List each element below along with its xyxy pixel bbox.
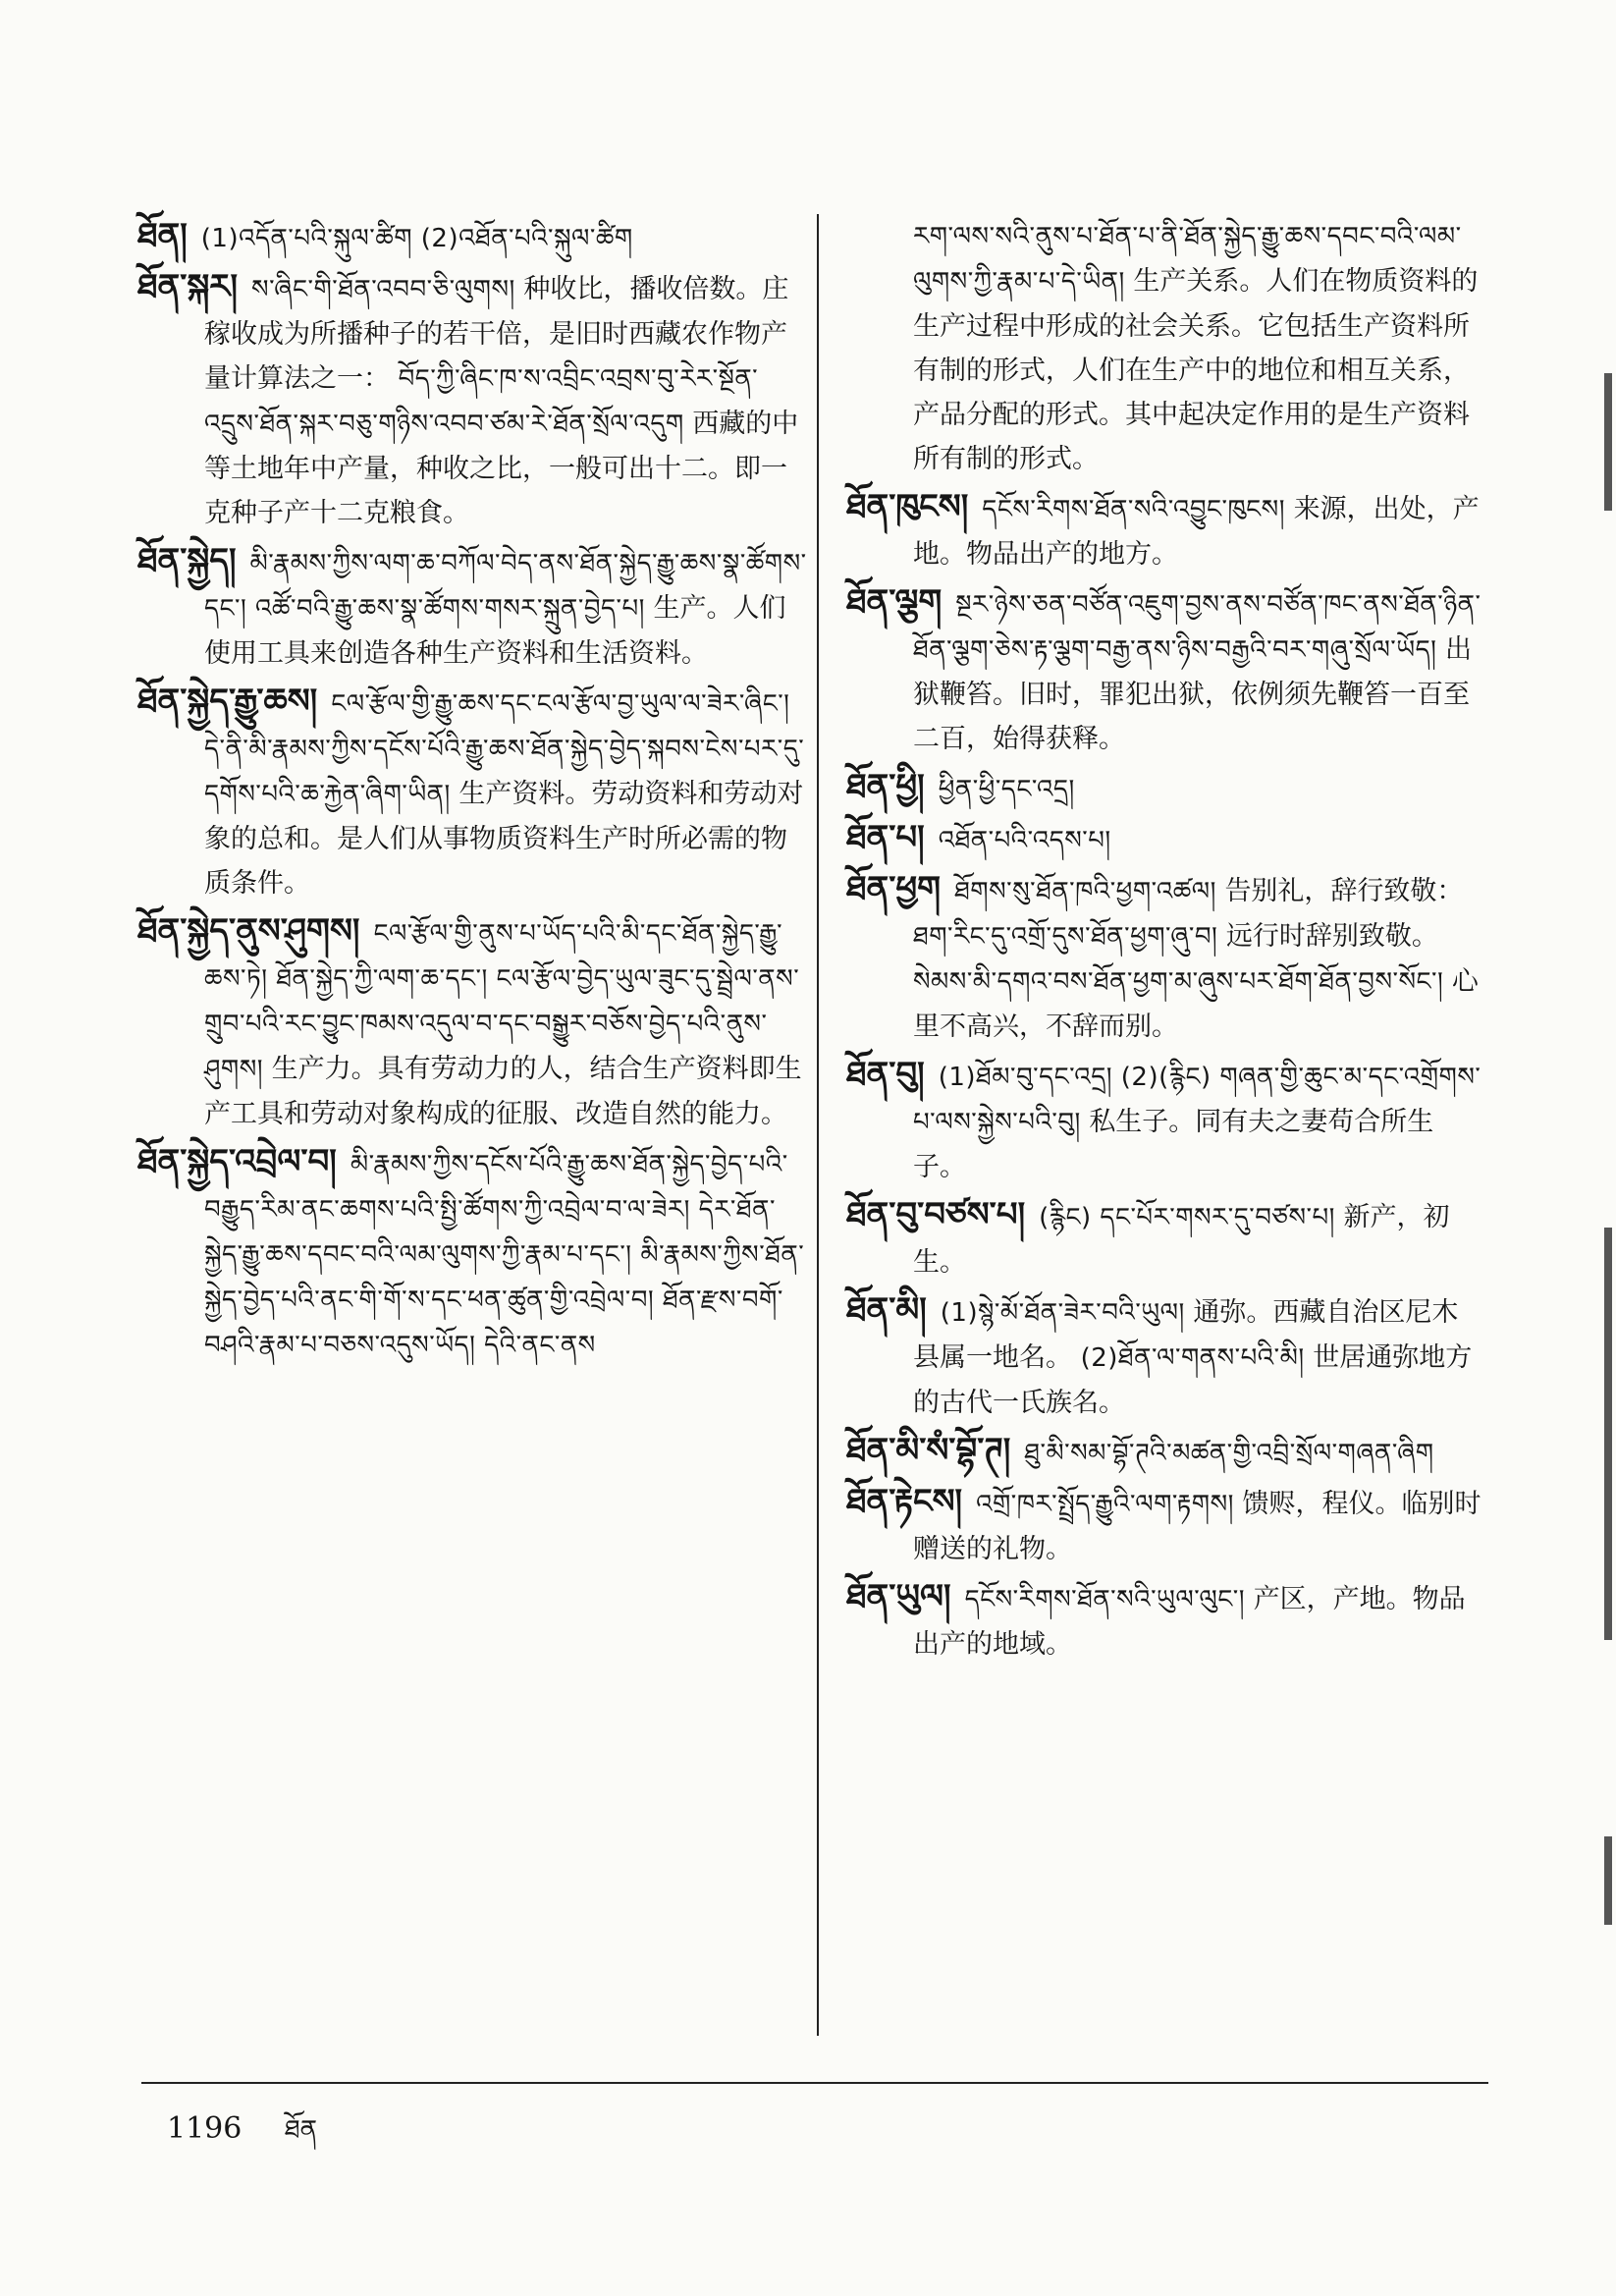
dict-entry	[137, 680, 807, 905]
page-footer	[167, 2102, 317, 2173]
left-column	[137, 214, 807, 1372]
tibetan-definition: (1)ཐོམ་བུ་དང་འདྲ། (2)(རྙིང) གཞན་གྱི་ཆུང་མ་དང་འགྲོགས་པ་ལས་སྐྱེས་པའི་བུ།	[913, 1063, 1481, 1137]
headword: ཐོན་སྐྱེད་འབྲེལ་བ།	[137, 1142, 337, 1181]
headword: ཐོན་བུ།	[846, 1055, 925, 1094]
chinese-definition: 告别礼，辞行致敬：	[1224, 876, 1464, 906]
chinese-definition: 出狱鞭笞。旧时，罪犯出狱，依例须先鞭笞一百至二百，始得获释。	[913, 634, 1473, 754]
headword: ཐོན་མི་སཾ་བྷོ་ཊ།	[846, 1431, 1011, 1470]
chinese-definition: 生产关系。人们在物质资料的生产过程中形成的社会关系。它包括生产资料所有制的形式，人们在生产中的地位和相互关系，产品分配的形式。其中起决定作用的是生产资料所有制的形式。	[913, 266, 1479, 474]
footer-rule	[141, 2082, 1488, 2084]
headword: ཐོན་ཁུངས།	[846, 487, 969, 526]
dict-entry	[137, 909, 807, 1136]
chinese-definition-2: 世居通弥地方的古代一氏族名。	[913, 1342, 1473, 1418]
chinese-definition: 产区，产地。物品出产的地域。	[913, 1584, 1466, 1660]
tibetan-example: ཐག་རིང་དུ་འགྲོ་དུས་ཐོན་ཕྱག་ཞུ་བ།	[913, 922, 1218, 952]
headword: ཐོན་ཡུལ།	[846, 1577, 951, 1616]
tibetan-definition: ཐུ་མི་སམ་བྷོ་ཊའི་མཚན་གྱི་འབྲི་སྲོལ་གཞན་ཞིག	[1024, 1439, 1434, 1468]
chinese-definition: 种收比，播收倍数。庄稼收成为所播种子的若干倍，是旧时西藏农作物产量计算法之一：	[204, 274, 789, 394]
tibetan-definition: སྔར་ཉེས་ཅན་བཙོན་འཇུག་བྱས་ནས་བཙོན་ཁང་ནས་ཐོན་ཉིན་ཐོན་ལྕག་ཅེས་རྟ་ལྕག་བརྒྱ་ནས་ཉིས་བརྒྱའི་བར་གཞུ་སྲོལ་ཡོད།	[913, 590, 1481, 665]
chinese-definition: 馈赆，程仪。临别时赠送的礼物。	[913, 1489, 1481, 1564]
right-column	[846, 214, 1484, 1670]
dict-entry-continuation	[846, 214, 1484, 481]
dict-entry	[846, 1288, 1484, 1425]
tibetan-definition: ས་ཞིང་གི་ཐོན་འབབ་ཅི་ལུགས།	[251, 275, 515, 304]
dict-entry	[846, 1480, 1484, 1571]
chinese-example: 西藏的中等土地年中产量，种收之比，一般可出十二。即一克种子产十二克粮食。	[204, 409, 799, 528]
headword: ཐོན་རྟེངས།	[846, 1482, 963, 1521]
tibetan-definition: ངལ་རྩོལ་གྱི་རྒྱུ་ཆས་དང་ངལ་རྩོལ་བྱ་ཡུལ་ལ་ཟེར་ཞིང་། དེ་ནི་མི་རྣམས་ཀྱིས་དངོས་པོའི་རྒྱུ་ཆས་ཐོན་སྐྱེད་བྱེད་སྐབས་ངེས་པར་དུ་དགོས་པའི་ཆ་རྐྱེན་ཞིག་ཡིན།	[204, 689, 805, 809]
running-headword: ཐོན	[284, 2115, 317, 2145]
scan-edge-mark	[1604, 1836, 1612, 1925]
dict-entry	[137, 539, 807, 676]
column-divider	[817, 214, 819, 2036]
tibetan-definition: ཐོགས་སུ་ཐོན་ཁའི་ཕྱག་འཚལ།	[954, 877, 1216, 906]
chinese-definition: 新产，初生。	[913, 1202, 1450, 1278]
tibetan-definition: (1)སྙེ་མོ་ཐོན་ཟེར་བའི་ཡུལ།	[940, 1298, 1185, 1328]
chinese-definition: 通弥。西藏自治区尼木县属一地名。	[913, 1297, 1459, 1373]
dict-entry	[846, 816, 1484, 863]
headword: ཐོན་ཕྱག	[846, 869, 942, 908]
headword: ཐོན་སྐྱེད་རྒྱུ་ཆས།	[137, 682, 318, 721]
scan-edge-mark	[1604, 1228, 1612, 1640]
headword: ཐོན་མི།	[846, 1290, 927, 1330]
tibetan-example: སེམས་མི་དགའ་བས་ཐོན་ཕྱག་མ་ཞུས་པར་ཐོག་ཐོན་བྱས་སོང་།	[913, 967, 1444, 997]
dict-entry	[846, 1575, 1484, 1667]
tibetan-definition: འགྲོ་ཁར་སྤྲོད་རྒྱུའི་ལག་རྟགས།	[976, 1490, 1234, 1519]
chinese-definition: 生产资料。劳动资料和劳动对象的总和。是人们从事物质资料生产时所必需的物质条件。	[204, 779, 804, 899]
dict-entry	[846, 1053, 1484, 1189]
headword: ཐོན་པ།	[846, 818, 925, 857]
dict-entry	[846, 765, 1484, 812]
headword: ཐོན་སྐྱེད་ནུས་ཤུགས།	[137, 911, 360, 951]
chinese-definition: 来源，出处，产地。物品出产的地方。	[913, 494, 1480, 570]
dict-entry	[846, 1429, 1484, 1476]
dict-entry	[137, 1140, 807, 1368]
tibetan-definition: མི་རྣམས་ཀྱིས་ལག་ཆ་བཀོལ་བེད་ནས་ཐོན་སྐྱེད་རྒྱུ་ཆས་སྣ་ཚོགས་དང་། འཚོ་བའི་རྒྱུ་ཆས་སྣ་ཚོགས་གསར་སྐྲུན་བྱེད་པ།	[204, 549, 807, 624]
tibetan-definition: ངལ་རྩོལ་གྱི་ནུས་པ་ཡོད་པའི་མི་དང་ཐོན་སྐྱེད་རྒྱུ་ཆས་ཏེ། ཐོན་སྐྱེད་ཀྱི་ལག་ཆ་དང་། ངལ་རྩོལ་བྱེད་ཡུལ་ཟུང་དུ་སྦྲེལ་ནས་གྲུབ་པའི་རང་བྱུང་ཁམས་འདུལ་བ་དང་བསྒྱུར་བཅོས་བྱེད་པའི་ནུས་ཤུགས།	[204, 919, 800, 1084]
tibetan-definition: (1)འདོན་པའི་སྐུལ་ཚིག (2)འཐོན་པའི་སྐུལ་ཚིག	[200, 224, 633, 253]
headword: ཐོན།	[137, 216, 188, 255]
tibetan-definition-2: (2)ཐོན་ལ་གནས་པའི་མི།	[1080, 1343, 1305, 1373]
scan-edge-mark	[1604, 373, 1612, 511]
tibetan-example: བོད་ཀྱི་ཞིང་ཁ་ས་འབྲིང་འབྲས་བུ་རེར་སྔོན་འདྲུས་ཐོན་སྐར་བཅུ་གཉིས་འབབ་ཙམ་རེ་ཐོན་སྲོལ་འདུག	[204, 364, 759, 439]
chinese-definition: 生产力。具有劳动力的人，结合生产资料即生产工具和劳动对象构成的征服、改造自然的能力。	[204, 1054, 802, 1129]
chinese-example: 远行时辞别致敬。	[1225, 921, 1438, 952]
tibetan-definition: ཕྱིན་ཕྱི་དང་འདྲ།	[938, 775, 1075, 804]
chinese-example: 心里不高兴，不辞而别。	[913, 966, 1479, 1042]
dict-entry	[846, 867, 1484, 1049]
tibetan-definition: རག་ལས་སའི་ནུས་པ་ཐོན་པ་ནི་ཐོན་སྐྱེད་རྒྱུ་ཆས་དབང་བའི་ལམ་ལུགས་ཀྱི་རྣམ་པ་དེ་ཡིན།	[913, 222, 1462, 297]
dict-entry	[137, 214, 807, 261]
headword: ཐོན་སྐྱེད།	[137, 541, 237, 580]
dict-entry	[846, 1193, 1484, 1285]
headword: ཐོན་སྐར།	[137, 267, 239, 306]
dict-entry	[846, 485, 1484, 576]
tibetan-definition: (རྙིང) དང་པོར་གསར་དུ་བཙས་པ།	[1039, 1203, 1335, 1232]
tibetan-definition: དངོས་རིགས་ཐོན་སའི་ཡུལ་ལུང་།	[964, 1585, 1246, 1614]
headword: ཐོན་ལྕག	[846, 582, 943, 622]
dict-entry	[846, 580, 1484, 761]
tibetan-definition: མི་རྣམས་ཀྱིས་དངོས་པོའི་རྒྱུ་ཆས་ཐོན་སྐྱེད་བྱེད་པའི་བརྒྱུད་རིམ་ནང་ཆགས་པའི་སྤྱི་ཚོགས་ཀྱི་འབྲེལ་བ་ལ་ཟེར། དེར་ཐོན་སྐྱེད་རྒྱུ་ཆས་དབང་བའི་ལམ་ལུགས་ཀྱི་རྣམ་པ་དང་། མི་རྣམས་ཀྱིས་ཐོན་སྐྱེད་བྱེད་པའི་ནང་གི་གོ་ས་དང་ཕན་ཚུན་གྱི་འབྲེལ་བ། ཐོན་རྫས་བགོ་བཤའི་རྣམ་པ་བཅས་འདུས་ཡོད། དེའི་ནང་ནས	[204, 1150, 805, 1360]
headword: ཐོན་ཕྱི།	[846, 767, 925, 806]
headword: ཐོན་བུ་བཙས་པ།	[846, 1195, 1026, 1234]
tibetan-definition: འཐོན་པའི་འདས་པ།	[938, 826, 1111, 855]
page-number: 1196	[167, 2111, 242, 2146]
dict-entry	[137, 265, 807, 535]
chinese-definition: 私生子。同有夫之妻苟合所生子。	[913, 1107, 1434, 1182]
chinese-definition: 生产。人们使用工具来创造各种生产资料和生活资料。	[204, 593, 786, 669]
tibetan-definition: དངོས་རིགས་ཐོན་སའི་འབྱུང་ཁུངས།	[982, 495, 1286, 524]
